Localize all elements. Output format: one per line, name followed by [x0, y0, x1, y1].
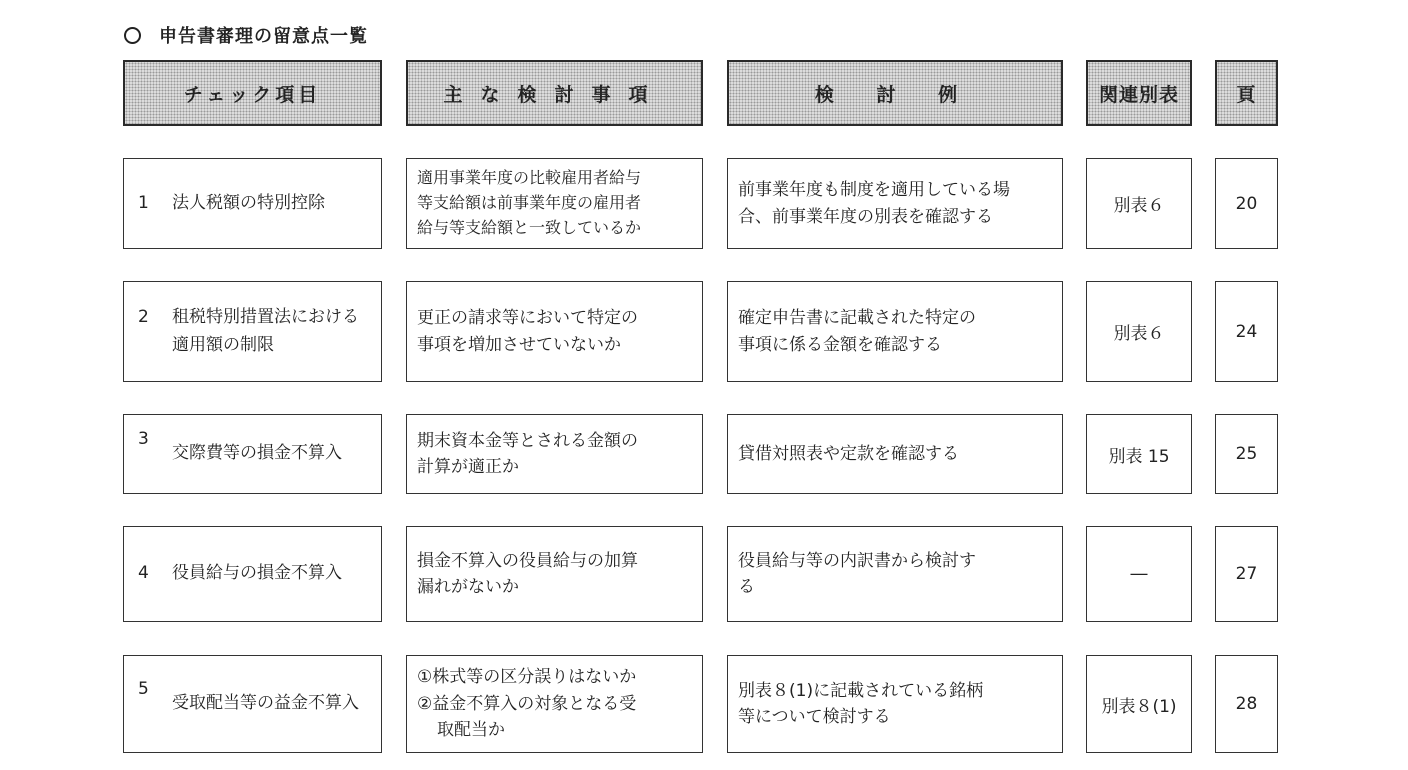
- example-cell: [727, 281, 1063, 382]
- main-item-line: 期末資本金等とされる金額の: [417, 430, 638, 451]
- page-number-cell: 25: [1215, 414, 1278, 494]
- row-number: 5: [138, 679, 149, 700]
- title-text: 申告書審理の留意点一覧: [159, 26, 368, 47]
- header-examples: 検 討 例: [727, 60, 1063, 126]
- example-cell: [727, 655, 1063, 753]
- header-related-table: 関連別表: [1086, 60, 1192, 126]
- main-item-cell: [406, 526, 703, 622]
- example-line: 合、前事業年度の別表を確認する: [738, 206, 993, 227]
- check-item-text: 法人税額の特別控除: [172, 192, 325, 213]
- example-line: 等について検討する: [738, 707, 891, 727]
- main-item-line: 損金不算入の役員給与の加算: [417, 550, 638, 571]
- example-cell: [727, 158, 1063, 249]
- check-item-text: 交際費等の損金不算入: [172, 443, 342, 464]
- check-item-text: 役員給与の損金不算入: [172, 563, 342, 584]
- main-item-line: 計算が適正か: [417, 457, 519, 477]
- example-cell: [727, 526, 1063, 622]
- page-number-cell: 27: [1215, 526, 1278, 622]
- related-table-cell: 別表 15: [1086, 414, 1192, 494]
- related-table-cell: 別表８(1): [1086, 655, 1192, 753]
- check-item-cell: [123, 414, 382, 494]
- related-table-cell: 別表６: [1086, 158, 1192, 249]
- page-number-cell: 20: [1215, 158, 1278, 249]
- header-main-items: 主な検討事項: [406, 60, 703, 126]
- row-number: 4: [138, 563, 149, 584]
- main-item-line: 等支給額は前事業年度の雇用者: [417, 193, 642, 213]
- check-item-cell: [123, 281, 382, 382]
- row-number: 1: [138, 192, 149, 213]
- example-line: 別表８(1)に記載されている銘柄: [738, 680, 984, 701]
- main-item-line: 給与等支給額と一致しているか: [417, 217, 642, 237]
- row-number: 3: [138, 429, 149, 450]
- page-number-cell: 28: [1215, 655, 1278, 753]
- main-item-cell: [406, 281, 703, 382]
- main-item-cell: [406, 158, 703, 249]
- main-item-cell: [406, 414, 703, 494]
- main-item-cell: [406, 655, 703, 753]
- check-item-cell: [123, 526, 382, 622]
- main-item-line: 適用事業年度の比較雇用者給与: [417, 168, 642, 188]
- check-item-cell: [123, 655, 382, 753]
- check-item-text: 受取配当等の益金不算入: [172, 693, 359, 714]
- main-item-line: 漏れがないか: [417, 577, 519, 597]
- circle-bullet-icon: [124, 27, 141, 44]
- related-table-cell: ―: [1086, 526, 1192, 622]
- check-item-text: 租税特別措置法における適用額の制限: [172, 307, 359, 355]
- page-number-cell: 24: [1215, 281, 1278, 382]
- document-title: [124, 22, 368, 48]
- main-item-line: 事項を増加させていないか: [417, 334, 621, 355]
- main-item-line: 更正の請求等において特定の: [417, 308, 638, 329]
- main-item-line: ②益金不算入の対象となる受: [417, 693, 637, 714]
- example-line: 貸借対照表や定款を確認する: [738, 443, 959, 464]
- header-check-item: チェック項目: [123, 60, 382, 126]
- example-line: る: [738, 577, 755, 597]
- row-number: 2: [138, 306, 149, 327]
- related-table-cell: 別表６: [1086, 281, 1192, 382]
- main-item-line: 取配当か: [437, 720, 505, 741]
- example-line: 確定申告書に記載された特定の: [738, 308, 976, 329]
- example-cell: [727, 414, 1063, 494]
- header-page: 頁: [1215, 60, 1278, 126]
- check-item-cell: [123, 158, 382, 249]
- main-item-line: ①株式等の区分誤りはないか: [417, 667, 637, 688]
- example-line: 事項に係る金額を確認する: [738, 334, 942, 355]
- example-line: 役員給与等の内訳書から検討す: [738, 550, 976, 571]
- example-line: 前事業年度も制度を適用している場: [738, 180, 1010, 201]
